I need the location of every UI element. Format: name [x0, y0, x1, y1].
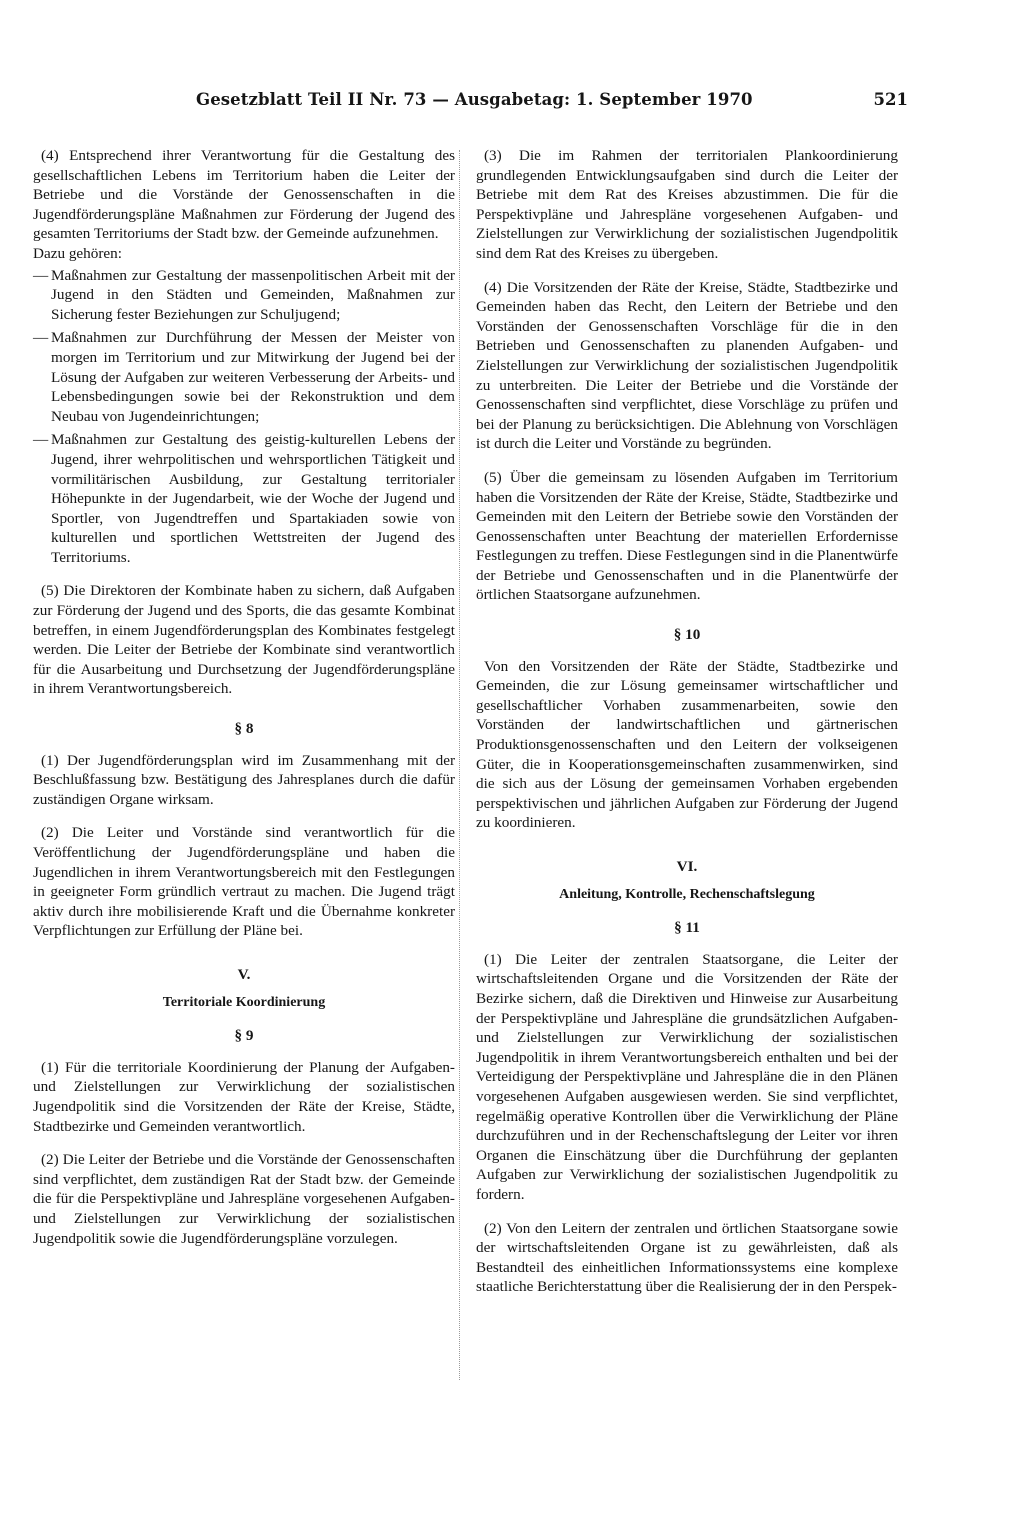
paragraph-11-1: (1) Die Leiter der zentralen Staatsorgane, die Leiter der wirtschaftsleitenden Organe und die Vorsitzenden der Räte der Bezirke sichern, daß die Direktiven und Hinweise zur Ausarbeitung der Perspektivpläne und Jahrespläne die grundsätzlichen Aufgaben- und Zielstellungen zur Verwirklichung der sozialistischen Jugendpolitik in ihrem Verantwortungsbereich enthalten und bei der Verteidigung der Perspektivpläne und Jahrespläne die in den Plänen vorgesehenen Aufgaben ausgewiesen werden. Sie sind verpflichtet, regelmäßig operative Kontrollen über die Verwirklichung der Pläne durchzuführen und in der Rechenschaftslegung der Leiter vor ihren Organen die Einschätzung über die Durchführung der geplanten Aufgaben zur Verwirklichung der sozialistischen Jugendpolitik zu fordern.: [476, 950, 898, 1203]
column-divider: [459, 150, 460, 1380]
section-heading-11: § 11: [674, 919, 700, 937]
paragraph-9-1: (1) Für die territoriale Koordinierung der Planung der Aufgaben- und Zielstellungen zur Verwirklichung der sozialistischen Jugendpolitik sind die Vorsitzenden der Räte der Kreise, Städte, Stadtbezirke und Gemeinden verantwortlich.: [33, 1058, 455, 1135]
paragraph-9-3: (3) Die im Rahmen der territorialen Plankoordinierung grundlegenden Entwicklungsaufgaben sind durch die Leiter der Betriebe mit dem Rat des Kreises abzustimmen. Die für die Perspektivpläne und Jahrespläne vorgesehenen Aufgaben- und Zielstellungen zur Verwirklichung der sozialistischen Jugendpolitik sind dem Rat des Kreises zu übergeben.: [476, 147, 898, 262]
chapter-number-v: V.: [237, 965, 251, 983]
page-number: 521: [873, 90, 908, 109]
paragraph-11-2: (2) Von den Leitern der zentralen und örtlichen Staatsorgane sowie der wirtschaftsleitenden Organe ist zu gewährleisten, daß als Bestandteil des einheitlichen Informationssystems eine komplexe staatliche Berichterstattung über die Realisierung der in den Perspek-: [476, 1219, 898, 1296]
list-item-text: Maßnahmen zur Durchführung der Messen der Meister von morgen im Territorium und zur Mitwirkung der Jugend bei der Lösung der Aufgaben zur weiteren Verbesserung der Arbeits- und Lebensbedingungen sowie bei der Rekonstruktion und dem Neubau von Jugendeinrichtungen;: [51, 329, 455, 425]
chapter-number-vi: VI.: [676, 858, 698, 875]
list-item-text: Maßnahmen zur Gestaltung der massenpolitischen Arbeit mit der Jugend in den Städten und Gemeinden, Maßnahmen zur Sicherung fester Beziehungen zur Schuljugend;: [51, 266, 455, 323]
page-header: [196, 90, 908, 116]
paragraph-8-2: (2) Die Leiter und Vorstände sind verantwortlich für die Veröffentlichung der Jugendförderungspläne und haben die Jugendlichen in ihrem Verantwortungsbereich mit den Festlegungen in geeigneter Form gründlich vertraut zu machen. Die Jugend trägt aktiv durch ihre mobilisierende Kraft und die Übernahme konkreter Verpflichtungen zur Erfüllung der Pläne bei.: [33, 824, 455, 940]
list-item-text: Maßnahmen zur Gestaltung des geistig-kulturellen Lebens der Jugend, ihrer wehrpolitischen und wehrsportlichen Tätigkeit und vormilitärischen Ausbildung, zur Gestaltung territorialer Höhepunkte in der Jugendarbeit, wie der Woche der Jugend und Sportler, von Jugendtreffen und Spartakiaden sowie von kulturellen und sportlichen Wettstreiten der Jugend des Territoriums.: [51, 431, 455, 566]
paragraph-7-5: (5) Die Direktoren der Kombinate haben zu sichern, daß Aufgaben zur Förderung der Jugend und des Sports, die das gesamte Kombinat betreffen, in einem Jugendförderungsplan des Kombinates festgelegt werden. Die Leiter der Betriebe der Kombinate sind verantwortlich für die Ausarbeitung und Durchsetzung der Jugendförderungspläne in ihrem Verantwortungsbereich.: [33, 582, 455, 698]
left-column: [33, 146, 455, 1262]
list-item: [33, 266, 455, 325]
list-intro: Dazu gehören:: [33, 244, 122, 262]
paragraph-9-4: (4) Die Vorsitzenden der Räte der Kreise, Städte, Stadtbezirke und Gemeinden haben das Recht, den Leitern der Betriebe und den Vorständen der Genossenschaften Vorschläge für die in den Betrieben und Genossenschaften zu planenden Aufgaben- und Zielstellungen zur Verwirklichung der sozialistischen Jugendpolitik zu unterbreiten. Die Leiter der Betriebe und die Vorstände der Genossenschaften sind verpflichtet, diese Vorschläge zu prüfen und bei der Planung zu berücksichtigen. Die Ablehnung von Vorschlägen ist durch die Leiter und Vorstände zu begründen.: [476, 278, 898, 453]
right-column: [476, 146, 898, 1311]
dash-marker: —: [33, 431, 49, 449]
chapter-title-v: Territoriale Koordinierung: [162, 994, 326, 1010]
section-heading-8: § 8: [234, 720, 254, 738]
list-item: [33, 430, 455, 567]
dash-marker: —: [33, 329, 49, 347]
header-title: Gesetzblatt Teil II Nr. 73 — Ausgabetag: 1. September 1970: [196, 90, 753, 109]
measures-list: [33, 266, 455, 568]
chapter-title-vi: Anleitung, Kontrolle, Rechenschaftslegung: [559, 886, 815, 902]
section-heading-10: § 10: [673, 626, 701, 644]
dash-marker: —: [33, 266, 49, 284]
paragraph-9-2: (2) Die Leiter der Betriebe und die Vorstände der Genossenschaften sind verpflichtet, dem zuständigen Rat der Stadt bzw. der Gemeinde die für die Perspektivpläne und Jahrespläne vorgesehenen Aufgaben- und Zielstellungen zur Verwirklichung der sozialistischen Jugendpolitik sowie die Jugendförderungspläne vorzulegen.: [33, 1151, 455, 1247]
list-item: [33, 328, 455, 426]
paragraph-9-5: (5) Über die gemeinsam zu lösenden Aufgaben im Territorium haben die Vorsitzenden der Räte der Kreise, Städte, Stadtbezirke und Gemeinden mit den Leitern der Betriebe sowie den Vorständen der Genossenschaften unter Beachtung der materiellen Erfordernisse Festlegungen zu treffen. Diese Festlegungen sind in die Planentwürfe der Betriebe und Genossenschaften und in die Planentwürfe der örtlichen Staatsorgane aufzunehmen.: [476, 468, 898, 604]
section-heading-9: § 9: [234, 1027, 254, 1045]
paragraph-7-4: (4) Entsprechend ihrer Verantwortung für die Gestaltung des gesellschaftlichen Lebens im Territorium haben die Leiter der Betriebe und die Vorstände der Genossenschaften in die Jugendförderungspläne Maßnahmen zur Förderung der Jugend des gesamten Territoriums der Stadt bzw. der Gemeinde aufzunehmen.: [33, 147, 455, 243]
paragraph-8-1: (1) Der Jugendförderungsplan wird im Zusammenhang mit der Beschlußfassung bzw. Bestätigung des Jahresplanes durch die dafür zuständigen Organe wirksam.: [33, 751, 455, 808]
paragraph-10: Von den Vorsitzenden der Räte der Städte, Stadtbezirke und Gemeinden, die zur Lösung gemeinsamer wirtschaftlicher und gesellschaftlicher Vorhaben zusammenarbeiten, sowie den Vorständen der landwirtschaftlichen und gärtnerischen Produktionsgenossenschaften und den Leitern der volkseigenen Güter, die in Kooperationsgemeinschaften zusammenwirken, sind die sich aus der Lösung der gemeinsamen Vorhaben ergebenden perspektivischen und jährlichen Aufgaben zur Förderung der Jugend zu koordinieren.: [476, 657, 898, 832]
